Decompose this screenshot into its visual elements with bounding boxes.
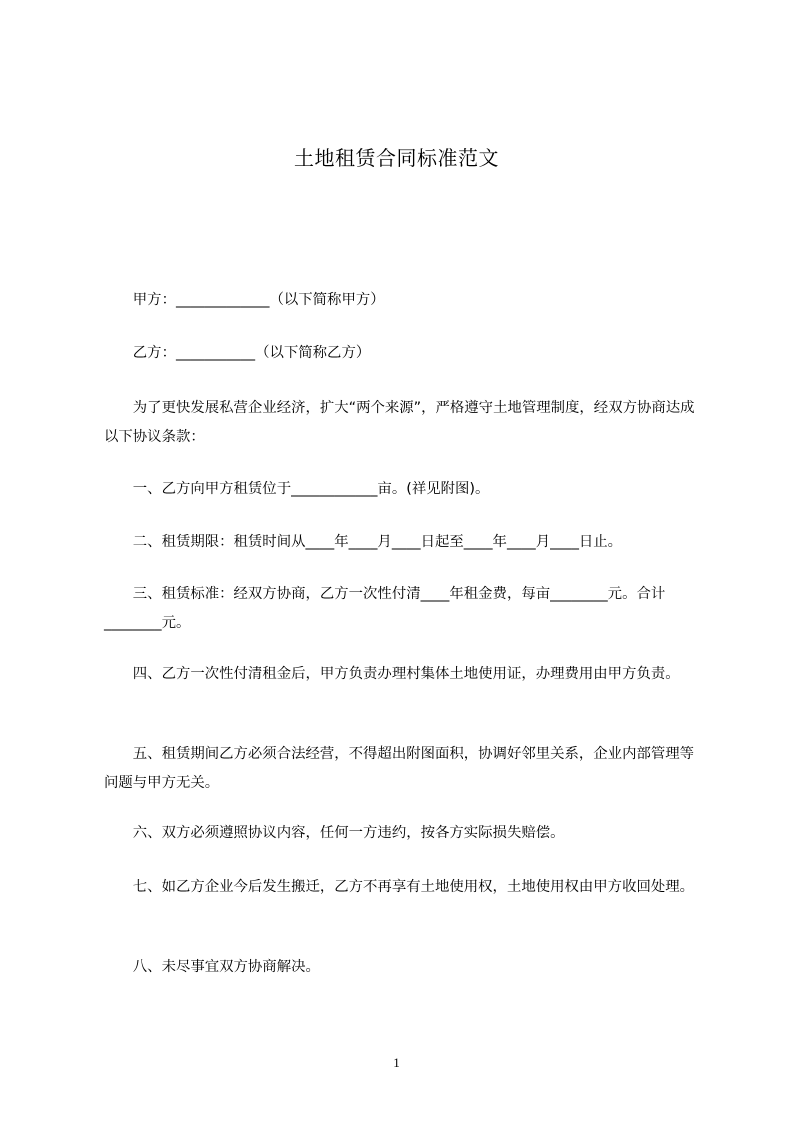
clause-3: 三、租赁标准：经双方协商，乙方一次性付清____年租金费，每亩________元。合计________元。 xyxy=(104,586,666,631)
preamble-paragraph: 为了更快发展私营企业经济，扩大“两个来源”，严格遵守土地管理制度，经双方协商达成以下协议条款： xyxy=(104,400,695,445)
clause-8: 八、未尽事宜双方协商解决。 xyxy=(104,959,320,975)
document-title: 土地租赁合同标准范文 xyxy=(294,146,499,170)
clause-4: 四、乙方一次性付清租金后，甲方负责办理村集体土地使用证，办理费用由甲方负责。 xyxy=(104,666,680,682)
clause-7: 七、如乙方企业今后发生搬迁，乙方不再享有土地使用权，土地使用权由甲方收回处理。 xyxy=(104,879,695,895)
clause-2: 二、租赁期限：租赁时间从____年____月____日起至____年____月____日止。 xyxy=(104,534,623,550)
clause-5: 五、租赁期间乙方必须合法经营，不得超出附图面积，协调好邻里关系，企业内部管理等问题与甲方无关。 xyxy=(104,746,695,791)
party-a-line: 甲方：_____________（以下简称甲方） xyxy=(104,292,385,308)
party-b-line: 乙方：___________（以下简称乙方） xyxy=(104,345,371,361)
clause-1: 一、乙方向甲方租赁位于____________亩。(祥见附图)。 xyxy=(104,481,490,497)
page-number: 1 xyxy=(393,1055,400,1070)
clause-6: 六、双方必须遵照协议内容，任何一方违约，按各方实际损失赔偿。 xyxy=(104,825,565,841)
